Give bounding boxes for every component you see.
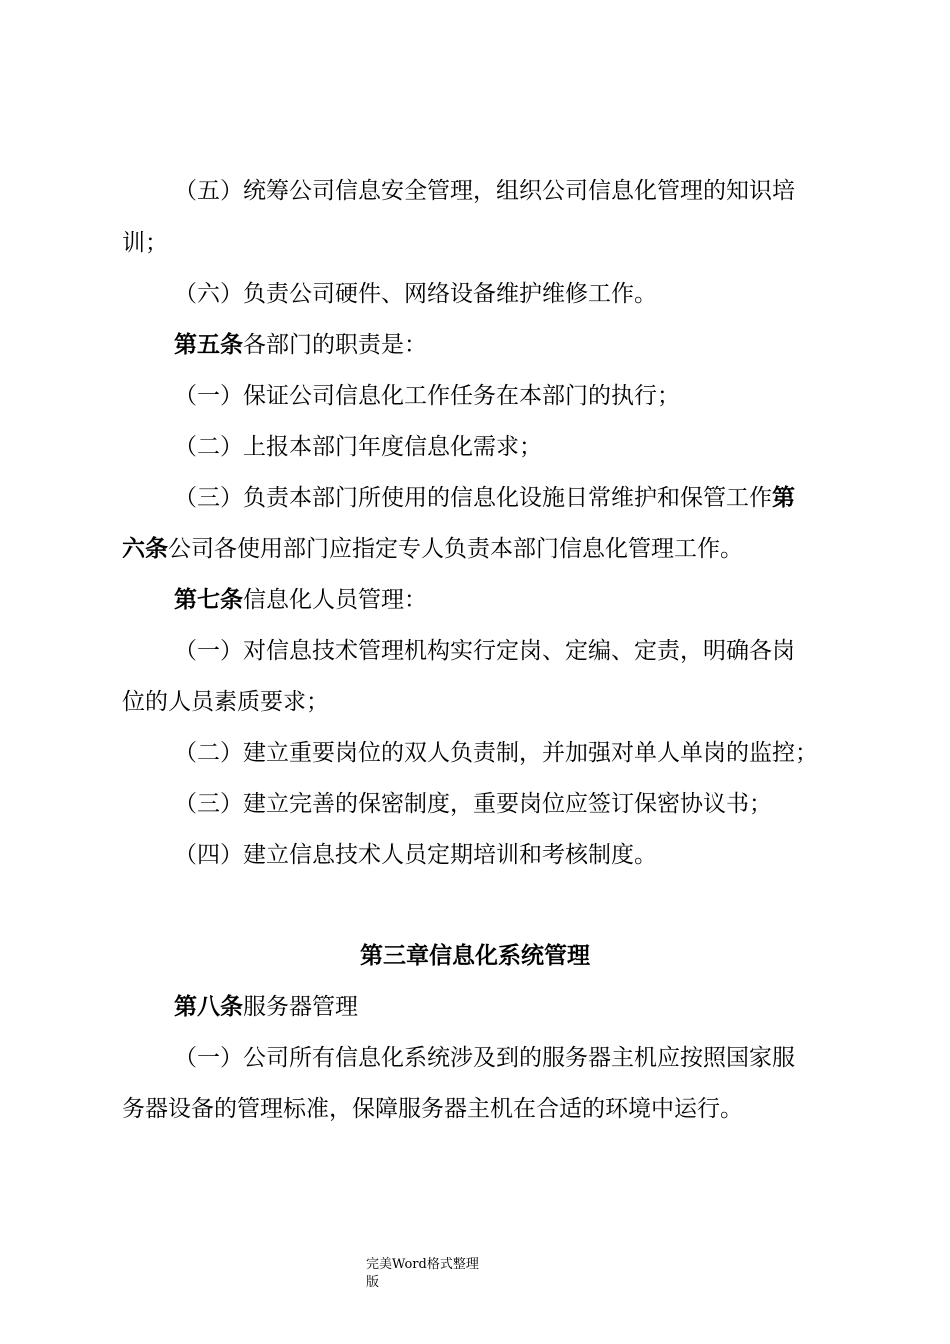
paragraph-line: [174, 1042, 795, 1074]
line-text: （二）上报本部门年度信息化需求；: [174, 434, 542, 460]
paragraph-line: [174, 635, 795, 667]
article-number-part: 六条: [122, 536, 168, 562]
line-text: （一）公司所有信息化系统涉及到的服务器主机应按照国家服: [174, 1045, 795, 1071]
line-text: （六）负责公司硬件、网络设备维护维修工作。: [174, 281, 657, 307]
paragraph-line: [174, 431, 542, 463]
line-text: （一）对信息技术管理机构实行定岗、定编、定责，明确各岗: [174, 638, 795, 664]
page-footer: [366, 1256, 506, 1292]
footer-line: 完美Word格式整理: [366, 1257, 479, 1272]
line-text: （四）建立信息技术人员定期培训和考核制度。: [174, 842, 657, 868]
article-heading-line: [174, 329, 427, 361]
line-text: （一）保证公司信息化工作任务在本部门的执行；: [174, 383, 680, 409]
line-text: （二）建立重要岗位的双人负责制，并加强对单人单岗的监控；: [174, 740, 818, 766]
line-text: 务器设备的管理标准，保障服务器主机在合适的环境中运行。: [122, 1096, 743, 1122]
article-number: 第七条: [174, 587, 243, 613]
article-heading-line: [174, 584, 427, 616]
article-number: 第八条: [174, 994, 243, 1020]
line-text: 训；: [122, 230, 168, 256]
line-text: 公司各使用部门应指定专人负责本部门信息化管理工作。: [168, 536, 743, 562]
paragraph-line: [174, 278, 657, 310]
line-text: 位的人员素质要求；: [122, 689, 329, 715]
paragraph-line: [122, 227, 168, 259]
paragraph-line: [174, 737, 818, 769]
line-text: （五）统筹公司信息安全管理，组织公司信息化管理的知识培: [174, 178, 795, 204]
article-heading-line: [174, 991, 358, 1023]
line-text: 信息化人员管理：: [243, 587, 427, 613]
line-text: （三）负责本部门所使用的信息化设施日常维护和保管工作: [174, 485, 772, 511]
paragraph-line: [174, 175, 795, 207]
line-text: 服务器管理: [243, 994, 358, 1020]
paragraph-line: [174, 380, 680, 412]
paragraph-line: [174, 482, 795, 514]
paragraph-line: [122, 1093, 743, 1125]
footer-line: 版: [366, 1275, 380, 1290]
paragraph-line: [122, 686, 329, 718]
article-number-part: 第: [772, 485, 795, 511]
article-heading-line: [122, 533, 743, 565]
line-text: （三）建立完善的保密制度，重要岗位应签订保密协议书；: [174, 791, 772, 817]
line-text: 各部门的职责是：: [243, 332, 427, 358]
chapter-title: 第三章信息化系统管理: [360, 943, 590, 969]
article-number: 第五条: [174, 332, 243, 358]
paragraph-line: [174, 788, 772, 820]
paragraph-line: [174, 839, 657, 871]
